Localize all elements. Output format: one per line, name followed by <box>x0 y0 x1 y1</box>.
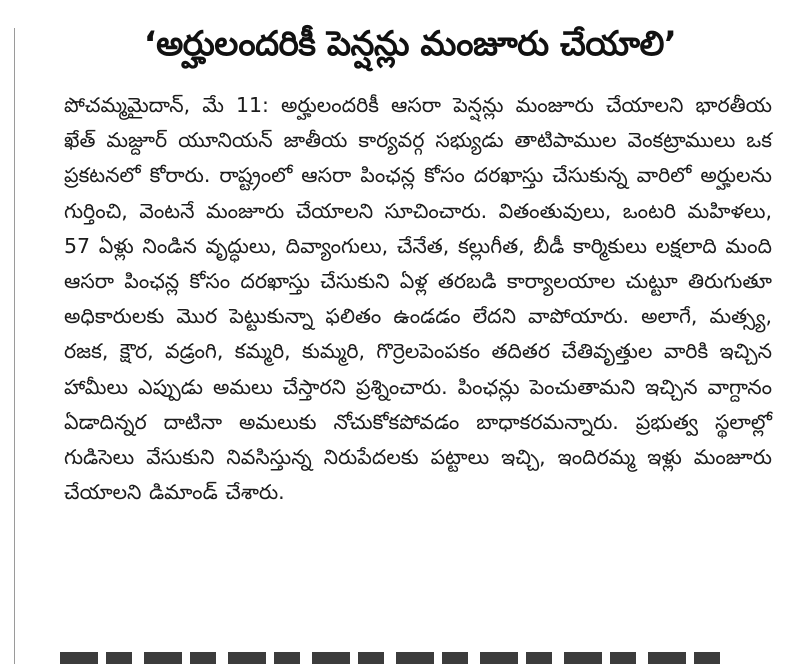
next-article-headline-fragment <box>60 652 720 664</box>
cropped-text-fragment <box>60 652 720 664</box>
article-body: పోచమ్మమైదాన్, మే 11: అర్హులందరికీ ఆసరా పెన్షన్లు మంజూరు చేయాలని భారతీయ ఖేత్ మజ్దూర్ యూనియన్ జాతీయ కార్యవర్గ సభ్యుడు తాటిపాముల వెంకట్రాములు ఒక ప్రకటనలో కోరారు. రాష్ట్రంలో ఆసరా పింఛన్ల కోసం దరఖాస్తు చేసుకున్న వారిలో అర్హులను గుర్తించి, వెంటనే మంజూరు చేయాలని సూచించారు. వితంతువులు, ఒంటరి మహిళలు, 57 ఏళ్లు నిండిన వృద్ధులు, దివ్యాంగులు, చేనేత, కల్లుగీత, బీడీ కార్మికులు లక్షలాది మంది ఆసరా పింఛన్ల కోసం దరఖాస్తు చేసుకుని ఏళ్ల తరబడి కార్యాలయాల చుట్టూ తిరుగుతూ అధికారులకు మొర పెట్టుకున్నా ఫలితం ఉండడం లేదని వాపోయారు. అలాగే, మత్స్య, రజక, క్షౌర, వడ్రంగి, కమ్మరి, కుమ్మరి, గొర్రెలపెంపకం తదితర చేతివృత్తుల వారికి ఇచ్చిన హామీలు ఎప్పుడు అమలు చేస్తారని ప్రశ్నించారు. పింఛన్లు పెంచుతామని ఇచ్చిన వాగ్దానం ఏడాదిన్నర దాటినా అమలుకు నోచుకోకపోవడం బాధాకరమన్నారు. ప్రభుత్వ స్థలాల్లో గుడిసెలు వేసుకుని నివసిస్తున్న నిరుపేదలకు పట్టాలు ఇచ్చి, ఇందిరమ్మ ఇళ్లు మంజూరు చేయాలని డిమాండ్ చేశారు. <box>64 93 772 505</box>
article-headline: ‘అర్హులందరికీ పెన్షన్లు మంజూరు చేయాలి’ <box>143 24 677 64</box>
column-divider <box>14 28 15 664</box>
